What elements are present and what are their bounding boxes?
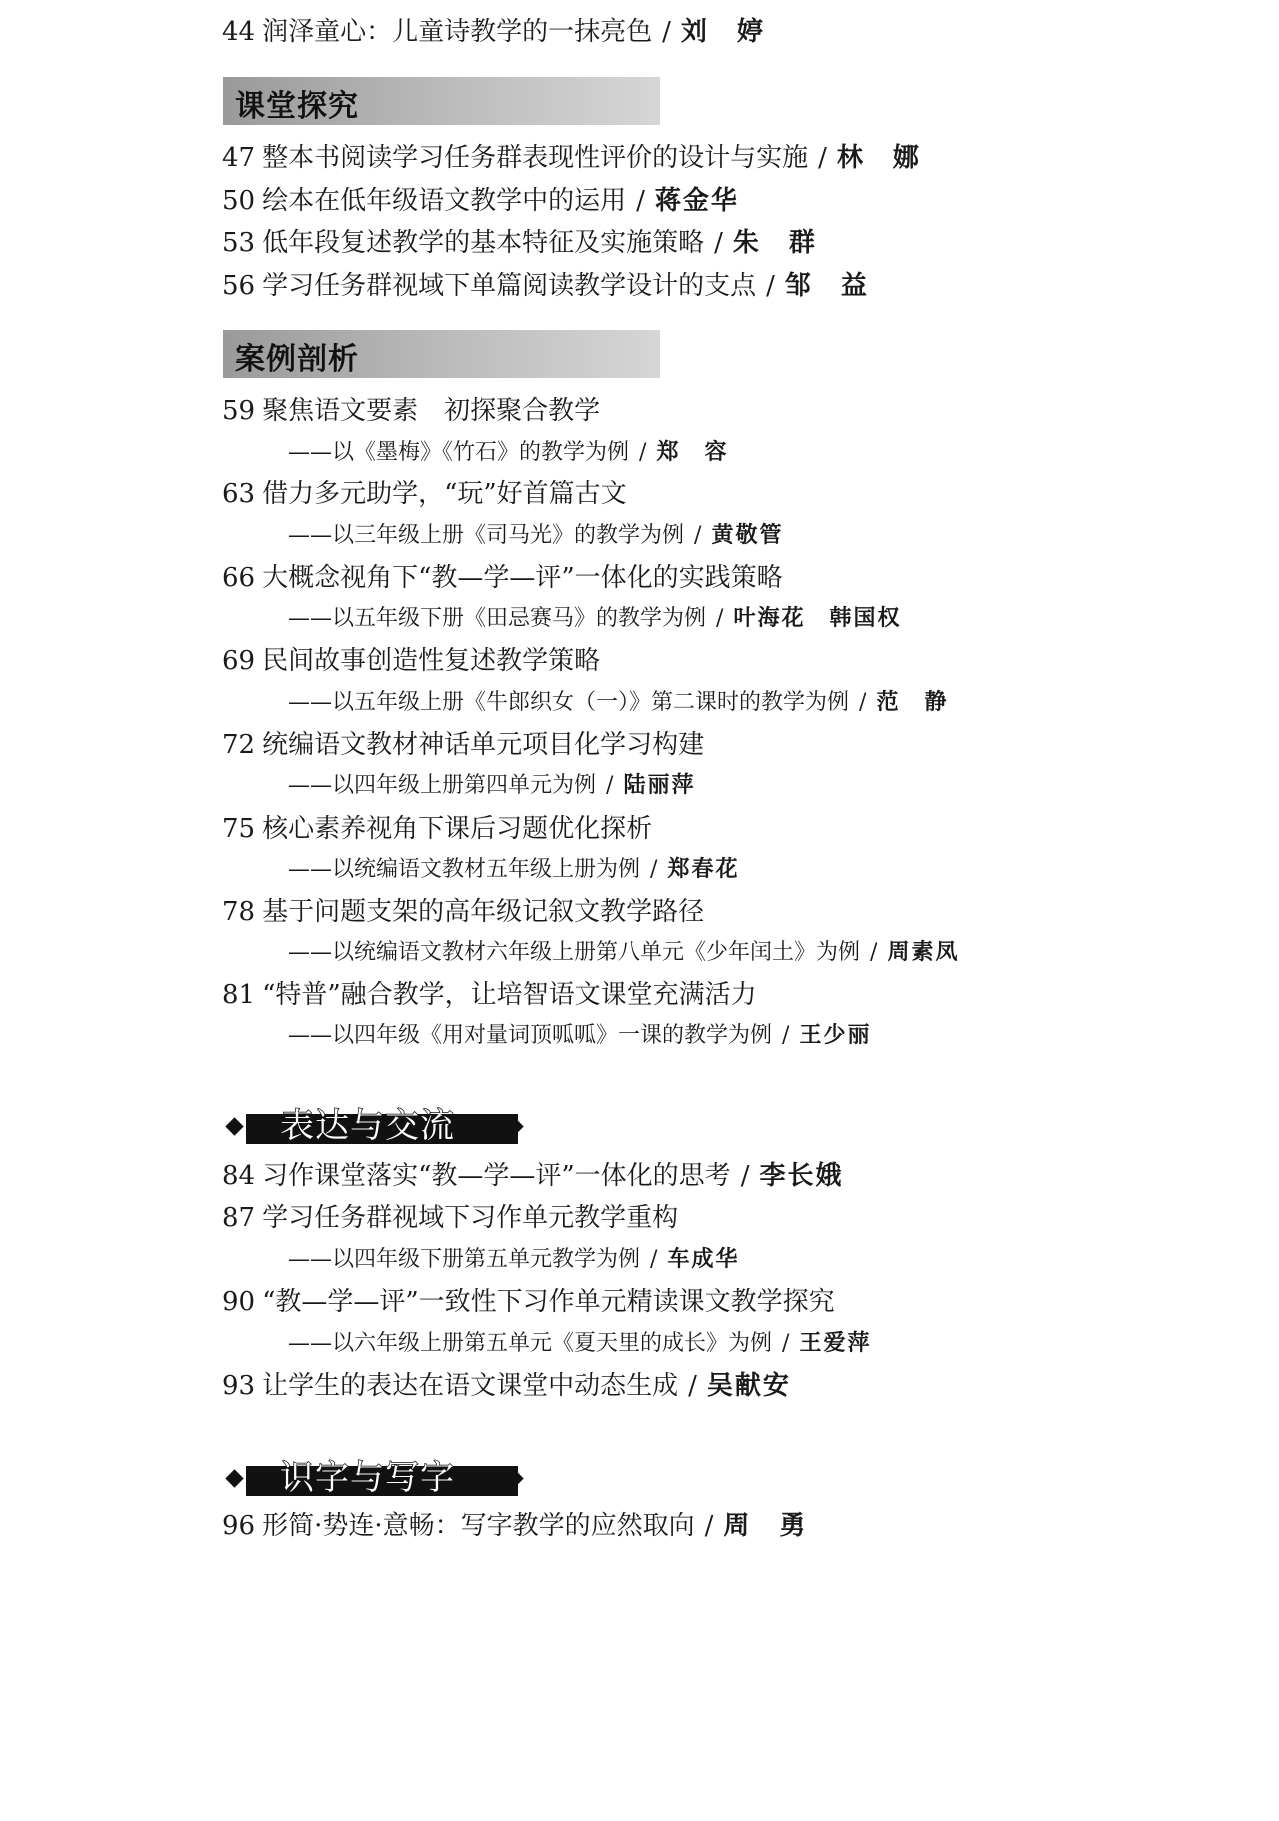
subtitle-text: ——以统编语文教材六年级上册第八单元《少年闰土》为例 [288,940,861,965]
page-number: 50 [222,186,256,216]
entry-title: 学习任务群视域下单篇阅读教学设计的支点 [262,271,757,301]
author-name: 王少丽 [799,1023,872,1048]
entry-title: 让学生的表达在语文课堂中动态生成 [262,1371,679,1401]
page-number: 75 [222,814,256,844]
toc-entry [222,811,652,847]
page-number: 87 [222,1203,256,1233]
separator: / [766,271,775,301]
subtitle-line [288,935,959,971]
author-name: 王爱萍 [799,1331,872,1356]
subtitle-text: ——以统编语文教材五年级上册为例 [288,857,641,882]
toc-entry [222,977,757,1013]
entry-title: 习作课堂落实“教—学—评”一体化的思考 [262,1161,731,1191]
author-name: 周素凤 [887,940,960,965]
page-number: 69 [222,646,256,676]
author-name: 邹 益 [784,271,869,301]
toc-entry [222,1284,835,1320]
subtitle-line [288,685,948,721]
author-name: 朱 群 [732,228,817,258]
subtitle-line [288,852,739,888]
diamond-icon [225,1469,243,1487]
subtitle-line [288,1242,739,1278]
separator: / [639,440,647,465]
separator: / [704,1511,714,1541]
toc-entry [222,1508,807,1544]
subtitle-line [288,435,728,471]
entry-title: 核心素养视角下课后习题优化探析 [262,814,653,844]
page-number: 93 [222,1371,256,1401]
column-title: 识字与写字 [280,1458,455,1498]
author-name: 蒋金华 [654,186,739,216]
author-name: 吴献安 [706,1371,791,1401]
author-name: 陆丽萍 [623,773,696,798]
entry-title: 大概念视角下“教—学—评”一体化的实践策略 [262,563,783,593]
entry-title: 聚焦语文要素 初探聚合教学 [262,396,601,426]
subtitle-line [288,1018,871,1054]
entry-title: 统编语文教材神话单元项目化学习构建 [262,730,705,760]
toc-entry [222,1368,791,1404]
toc-entry [222,476,627,512]
separator: / [818,143,827,173]
entry-title: “教—学—评”一致性下习作单元精读课文教学探究 [262,1287,835,1317]
page-number: 78 [222,897,256,927]
toc-entry [222,1200,678,1236]
diamond-icon [225,1117,243,1135]
separator: / [714,228,723,258]
subtitle-line [288,1326,871,1362]
separator: / [606,773,614,798]
separator: / [636,186,645,216]
section-header [223,77,660,125]
separator: / [716,606,724,631]
author-name: 李长娥 [759,1161,844,1191]
subtitle-text: ——以三年级上册《司马光》的教学为例 [288,523,685,548]
subtitle-text: ——以四年级下册第五单元教学为例 [288,1247,641,1272]
toc-entry [222,894,704,930]
separator: / [740,1161,750,1191]
column-header [224,1450,534,1502]
entry-title: 润泽童心：儿童诗教学的一抹亮色 [262,17,653,47]
subtitle-text: ——以六年级上册第五单元《夏天里的成长》为例 [288,1331,773,1356]
toc-entry [222,140,921,176]
separator: / [662,17,671,47]
toc-entry [222,268,869,304]
page-number: 47 [222,143,256,173]
entry-title: 学习任务群视域下习作单元教学重构 [262,1203,679,1233]
subtitle-text: ——以《墨梅》《竹石》的教学为例 [288,440,630,465]
section-title: 案例剖析 [235,342,359,377]
page-number: 66 [222,563,256,593]
column-title: 表达与交流 [280,1106,455,1146]
author-name: 周 勇 [723,1511,808,1541]
entry-title: 基于问题支架的高年级记叙文教学路径 [262,897,705,927]
page-number: 96 [222,1511,256,1541]
author-name: 郑春花 [667,857,740,882]
toc-entry [222,183,739,219]
entry-title: 借力多元助学，“玩”好首篇古文 [262,479,627,509]
toc-entry [222,14,765,50]
subtitle-text: ——以五年级上册《牛郎织女（一）》第二课时的教学为例 [288,690,850,715]
author-name: 范 静 [876,690,949,715]
author-name: 郑 容 [656,440,729,465]
page-number: 44 [222,17,256,47]
page-number: 84 [222,1161,256,1191]
toc-entry [222,643,600,679]
page-number: 90 [222,1287,256,1317]
section-title: 课堂探究 [235,89,359,124]
subtitle-text: ——以四年级上册第四单元为例 [288,773,597,798]
page-number: 53 [222,228,256,258]
page-number: 63 [222,479,256,509]
subtitle-line [288,601,901,637]
author-name: 黄敬管 [711,523,784,548]
entry-title: 形简·势连·意畅：写字教学的应然取向 [262,1511,695,1541]
entry-title: 绘本在低年级语文教学中的运用 [262,186,627,216]
entry-title: 整本书阅读学习任务群表现性评价的设计与实施 [262,143,809,173]
author-name: 刘 婷 [680,17,765,47]
subtitle-text: ——以五年级下册《田忌赛马》的教学为例 [288,606,707,631]
section-header [223,330,660,378]
subtitle-line [288,518,783,554]
separator: / [694,523,702,548]
entry-title: “特普”融合教学，让培智语文课堂充满活力 [262,980,757,1010]
author-name: 车成华 [667,1247,740,1272]
separator: / [688,1371,697,1401]
toc-entry [222,1158,843,1194]
separator: / [859,690,867,715]
page-number: 81 [222,980,256,1010]
author-name: 叶海花 韩国权 [733,606,902,631]
subtitle-text: ——以四年级《用对量词顶呱呱》一课的教学为例 [288,1023,773,1048]
page-number: 72 [222,730,256,760]
toc-entry [222,727,704,763]
page-number: 59 [222,396,256,426]
toc-entry [222,225,817,261]
separator: / [650,857,658,882]
separator: / [870,940,878,965]
separator: / [782,1023,790,1048]
subtitle-line [288,768,695,804]
toc-entry [222,393,600,429]
separator: / [650,1247,658,1272]
entry-title: 低年段复述教学的基本特征及实施策略 [262,228,705,258]
toc-entry [222,560,783,596]
entry-title: 民间故事创造性复述教学策略 [262,646,601,676]
column-header [224,1098,534,1150]
page-number: 56 [222,271,256,301]
separator: / [782,1331,790,1356]
author-name: 林 娜 [836,143,921,173]
